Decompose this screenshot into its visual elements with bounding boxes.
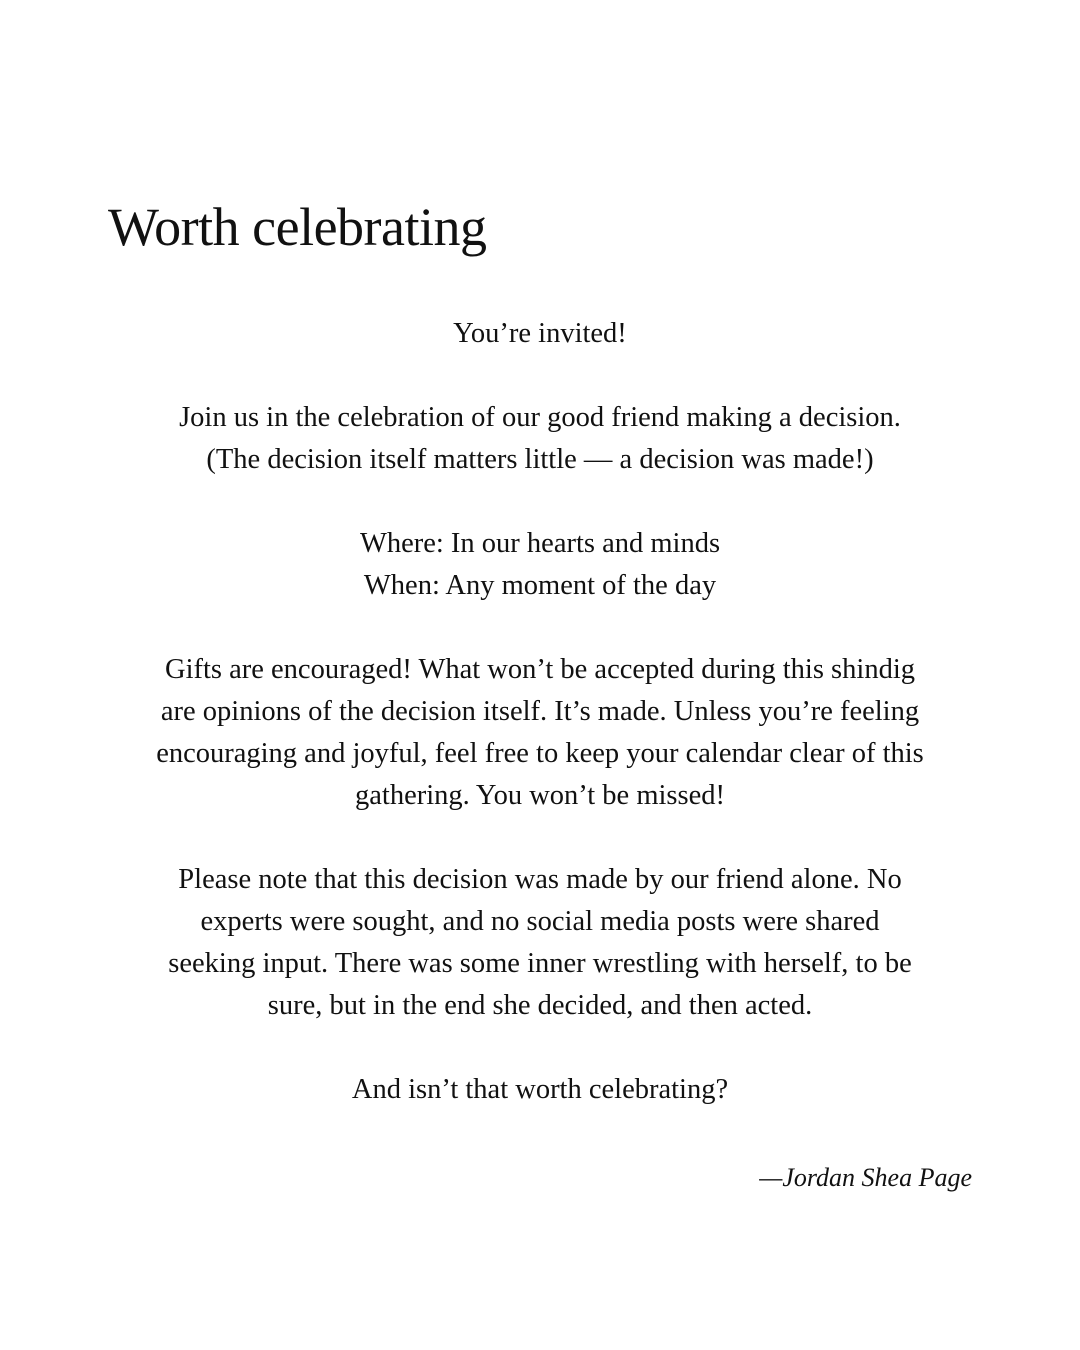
page-title: Worth celebrating	[108, 197, 487, 257]
paragraph-intro	[60, 397, 1020, 481]
line: Gifts are encouraged! What won’t be accepted during this shindig	[164, 654, 915, 685]
where-line: Where: In our hearts and minds	[359, 528, 721, 559]
line: (The decision itself matters little — a decision was made!)	[206, 444, 874, 475]
paragraph-details	[60, 523, 1020, 607]
line: sure, but in the end she decided, and then acted.	[267, 990, 813, 1021]
paragraph-gifts	[60, 649, 1020, 817]
signature: —Jordan Shea Page	[759, 1163, 972, 1192]
line: experts were sought, and no social media posts were shared	[200, 906, 880, 937]
closing-line: And isn’t that worth celebrating?	[351, 1074, 729, 1105]
line: Join us in the celebration of our good friend making a decision.	[179, 402, 901, 433]
invitation-body	[60, 313, 1020, 1153]
line: encouraging and joyful, feel free to keep your calendar clear of this	[156, 738, 924, 769]
invite-line: You’re invited!	[453, 318, 627, 349]
line: seeking input. There was some inner wrestling with herself, to be	[168, 948, 912, 979]
line: Please note that this decision was made by our friend alone. No	[178, 864, 902, 895]
line: gathering. You won’t be missed!	[355, 780, 725, 811]
line: are opinions of the decision itself. It’s made. Unless you’re feeling	[160, 696, 920, 727]
when-line: When: Any moment of the day	[363, 570, 717, 601]
paragraph-note	[60, 859, 1020, 1027]
